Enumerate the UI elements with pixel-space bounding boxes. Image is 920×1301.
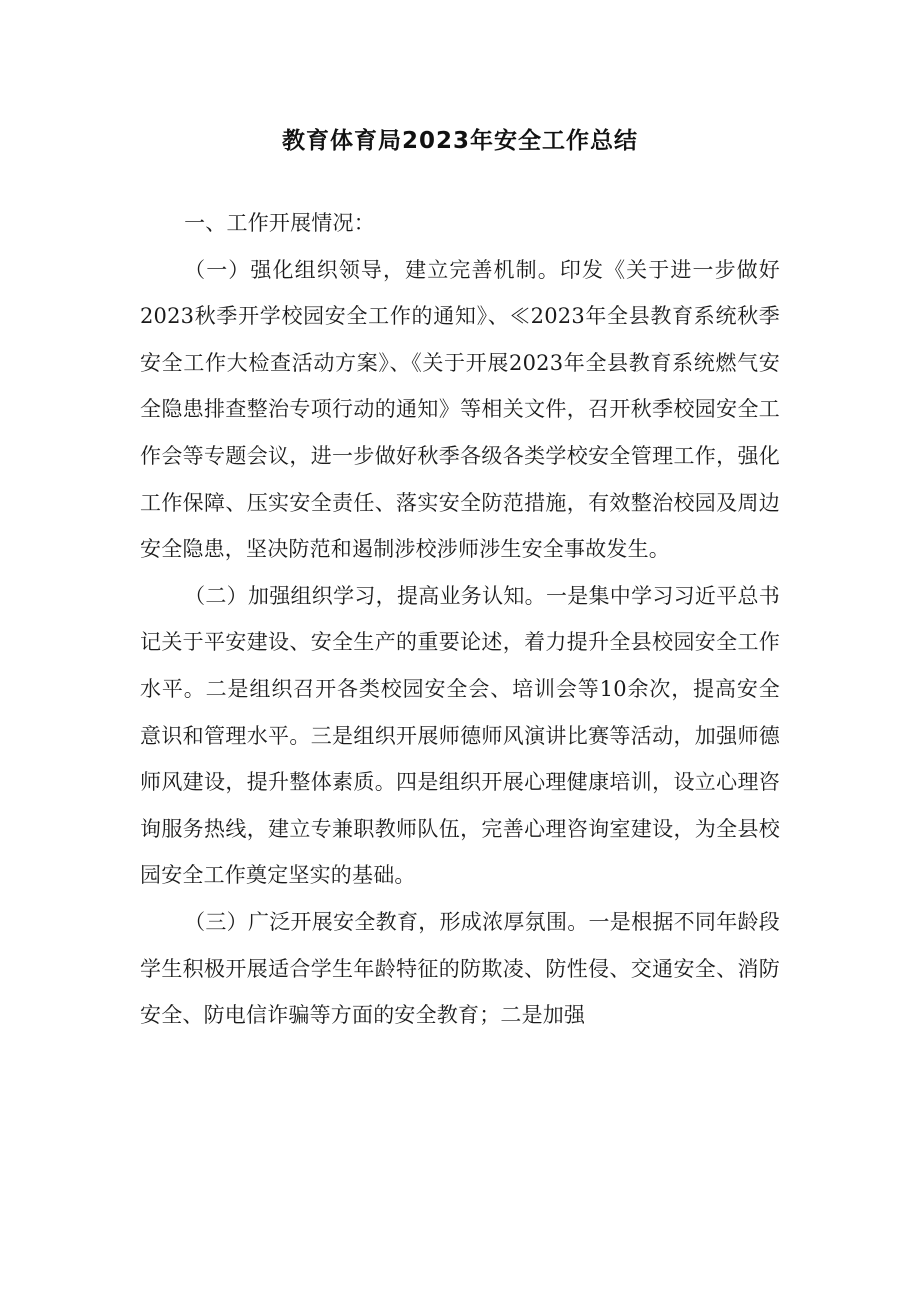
document-title: 教育体育局2023年安全工作总结 [281,128,638,154]
document-body [140,200,780,1039]
paragraph-2: （二）加强组织学习，提高业务认知。一是集中学习习近平总书记关于平安建设、安全生产的重要论述，着力提升全县校园安全工作水平。二是组织召开各类校园安全会、培训会等10余次，提高安全意识和管理水平。三是组织开展师德师风演讲比赛等活动，加强师德师风建设，提升整体素质。四是组织开展心理健康培训，设立心理咨询服务热线，建立专兼职教师队伍，完善心理咨询室建设，为全县校园安全工作奠定坚实的基础。 [140,583,780,888]
section-heading: 一、工作开展情况： [184,211,375,235]
paragraph-3: （三）广泛开展安全教育，形成浓厚氛围。一是根据不同年龄段学生积极开展适合学生年龄特征的防欺凌、防性侵、交通安全、消防安全、防电信诈骗等方面的安全教育；二是加强 [140,909,780,1028]
paragraph-1: （一）强化组织领导，建立完善机制。印发《关于进一步做好2023秋季开学校园安全工作的通知》、≪2023年全县教育系统秋季安全工作大检查活动方案》、《关于开展2023年全县教育系统燃气安全隐患排查整治专项行动的通知》等相关文件，召开秋季校园安全工作会等专题会议，进一步做好秋季各级各类学校安全管理工作，强化工作保障、压实安全责任、落实安全防范措施，有效整治校园及周边安全隐患，坚决防范和遏制涉校涉师涉生安全事故发生。 [140,257,780,562]
